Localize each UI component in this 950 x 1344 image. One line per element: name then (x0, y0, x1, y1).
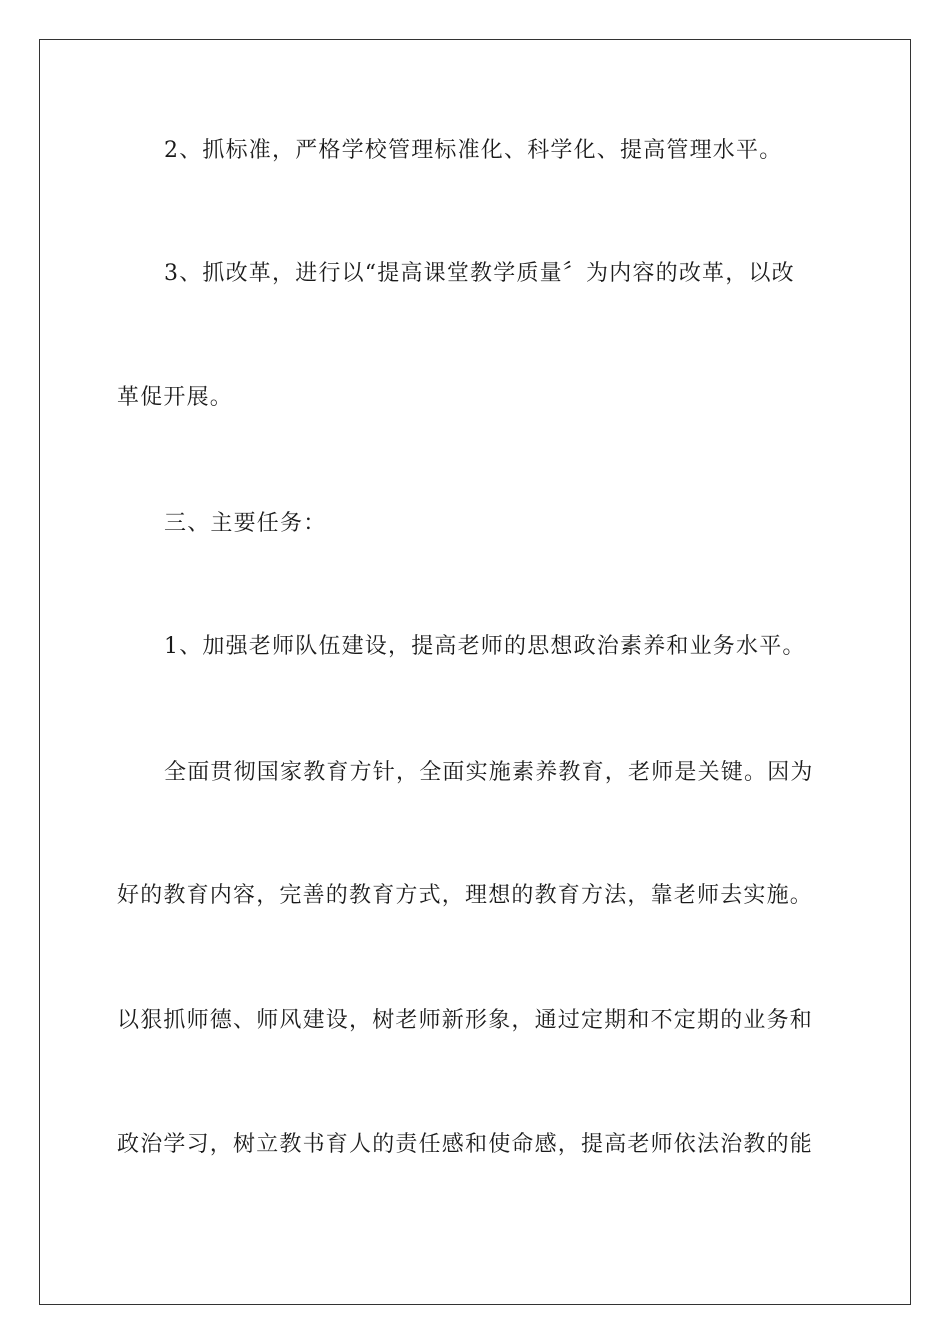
paragraph-line: 3、抓改革，进行以“提高课堂教学质量〞为内容的改革，以改 (164, 261, 795, 286)
page-frame (39, 39, 911, 1305)
paragraph-line: 好的教育内容，完善的教育方式，理想的教育方法，靠老师去实施。 (117, 883, 814, 908)
paragraph-line: 以狠抓师德、师风建设，树老师新形象，通过定期和不定期的业务和 (117, 1008, 814, 1033)
section-heading: 三、主要任务： (164, 511, 327, 536)
paragraph-line: 全面贯彻国家教育方针，全面实施素养教育，老师是关键。因为 (164, 760, 814, 785)
paragraph-line: 2、抓标准，严格学校管理标准化、科学化、提高管理水平。 (164, 138, 783, 163)
paragraph-line: 革促开展。 (117, 385, 234, 410)
paragraph-line: 1、加强老师队伍建设，提高老师的思想政治素养和业务水平。 (164, 634, 806, 659)
paragraph-line: 政治学习，树立教书育人的责任感和使命感，提高老师依法治教的能 (117, 1132, 814, 1157)
